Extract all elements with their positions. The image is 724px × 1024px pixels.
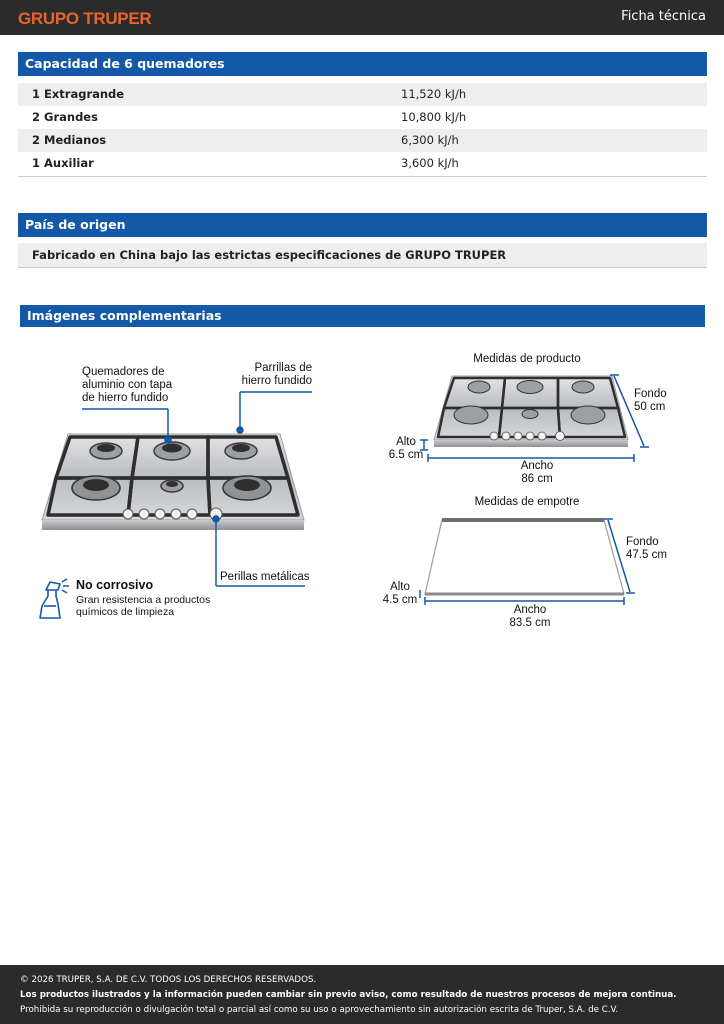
- row-label: 1 Extragrande: [32, 87, 125, 101]
- row-value: 6,300 kJ/h: [401, 133, 459, 147]
- row-label: 1 Auxiliar: [32, 156, 94, 170]
- spray-bottle-icon: [40, 579, 69, 618]
- origin-text: Fabricado en China bajo las estrictas especificaciones de GRUPO TRUPER: [32, 248, 507, 262]
- cutout-width-label: Ancho 83.5 cm: [509, 604, 551, 629]
- product-width-label: Ancho 86 cm: [520, 460, 554, 485]
- product-dimensions-title: Medidas de producto: [473, 353, 581, 365]
- grates-label: Parrillas de hierro fundido: [241, 362, 312, 387]
- images-section-header: Imágenes complementarias: [20, 305, 705, 327]
- footer-legal: Prohibida su reproducción o divulgación total o parcial así como su uso o aprovechamiento sin autorización escrita de Truper, S.A. de C.V.: [20, 1005, 619, 1015]
- footer-copyright: © 2026 TRUPER, S.A. DE C.V. TODOS LOS DERECHOS RESERVADOS.: [20, 975, 317, 985]
- origin-section-header: País de origen: [18, 213, 707, 237]
- burners-label: Quemadores de aluminio con tapa de hierro fundido: [82, 366, 173, 404]
- cutout-depth-label: Fondo 47.5 cm: [626, 536, 667, 561]
- product-height-label: Alto 6.5 cm: [388, 436, 424, 461]
- knobs-label: Perillas metálicas: [220, 571, 310, 583]
- product-depth-label: Fondo 50 cm: [634, 388, 667, 413]
- corrosion-text: Gran resistencia a productos químicos de limpieza: [76, 594, 211, 618]
- row-label: 2 Medianos: [32, 133, 107, 147]
- corrosion-title: No corrosivo: [76, 578, 154, 592]
- row-label: 2 Grandes: [32, 110, 98, 124]
- cutout-dimensions-illustration: [420, 519, 635, 605]
- brand-logo: GRUPO TRUPER: [18, 9, 152, 28]
- row-value: 10,800 kJ/h: [401, 110, 467, 124]
- row-value: 11,520 kJ/h: [401, 87, 467, 101]
- footer-notice: Los productos ilustrados y la información pueden cambiar sin previo aviso, como resultado de nuestros procesos de mejora continua.: [20, 990, 677, 1000]
- cutout-dimensions-title: Medidas de empotre: [474, 496, 580, 508]
- product-dimensions-illustration: [420, 375, 649, 462]
- document-type: Ficha técnica: [621, 9, 706, 24]
- row-value: 3,600 kJ/h: [401, 156, 459, 170]
- cutout-height-label: Alto 4.5 cm: [382, 581, 418, 606]
- capacity-section-header: Capacidad de 6 quemadores: [18, 52, 707, 76]
- footer: [0, 965, 724, 1024]
